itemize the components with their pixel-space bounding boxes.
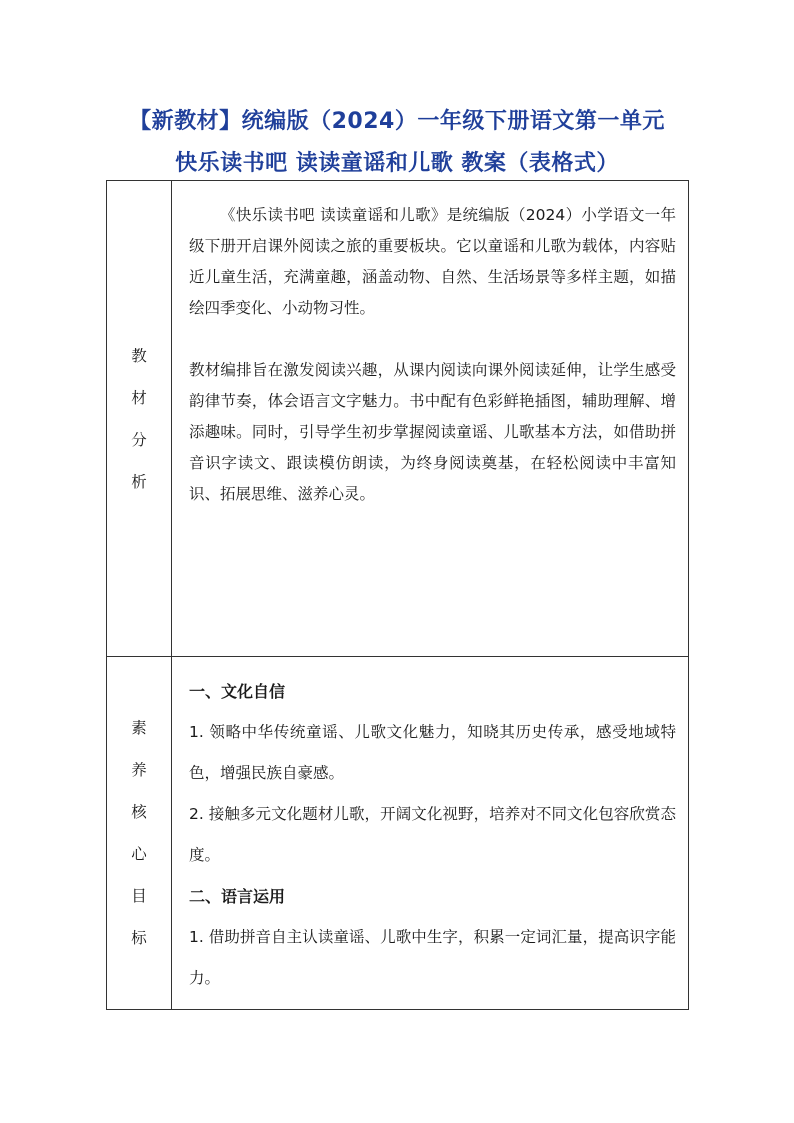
table-row-textbook-analysis [107,181,689,657]
row-label-textbook-analysis [107,181,172,657]
section-heading-language-use: 二、语言运用 [189,887,286,906]
label-char: 标 [131,929,147,947]
goal-item: 1. 借助拼音自主认读童谣、儿歌中生字，积累一定词汇量，提高识字能力。 [189,928,676,987]
goal-item: 1. 领略中华传统童谣、儿歌文化魅力，知晓其历史传承，感受地域特色，增强民族自豪感。 [189,723,676,782]
document-title-line-2: 快乐读书吧 读读童谣和儿歌 教案（表格式） [175,151,619,176]
document-title-line-1: 【新教材】统编版（2024）一年级下册语文第一单元 [129,109,665,134]
lesson-plan-table [106,180,689,1010]
core-goals-content [172,657,689,1010]
row-label-core-goals [107,657,172,1010]
goal-item: 2. 接触多元文化题材儿歌，开阔文化视野，培养对不同文化包容欣赏态度。 [189,805,676,864]
label-char: 析 [131,472,147,491]
label-char: 素 [131,719,147,737]
textbook-analysis-content [172,181,689,657]
label-char: 材 [131,388,147,407]
section-heading-cultural-confidence: 一、文化自信 [189,682,286,701]
label-char: 心 [131,845,147,863]
label-char: 教 [131,346,147,365]
label-char: 分 [131,430,147,449]
label-char: 目 [131,887,147,905]
table-row-core-goals [107,657,689,1010]
label-char: 核 [131,803,147,821]
analysis-paragraph-1: 《快乐读书吧 读读童谣和儿歌》是统编版（2024）小学语文一年级下册开启课外阅读之旅的重要板块。它以童谣和儿歌为载体，内容贴近儿童生活，充满童趣，涵盖动物、自然、生活场景等多样主题，如描绘四季变化、小动物习性。 [189,206,676,317]
analysis-paragraph-2: 教材编排旨在激发阅读兴趣，从课内阅读向课外阅读延伸，让学生感受韵律节奏，体会语言文字魅力。书中配有色彩鲜艳插图，辅助理解、增添趣味。同时，引导学生初步掌握阅读童谣、儿歌基本方法，如借助拼音识字读文、跟读模仿朗读，为终身阅读奠基，在轻松阅读中丰富知识、拓展思维、滋养心灵。 [189,361,676,503]
label-char: 养 [131,761,147,779]
